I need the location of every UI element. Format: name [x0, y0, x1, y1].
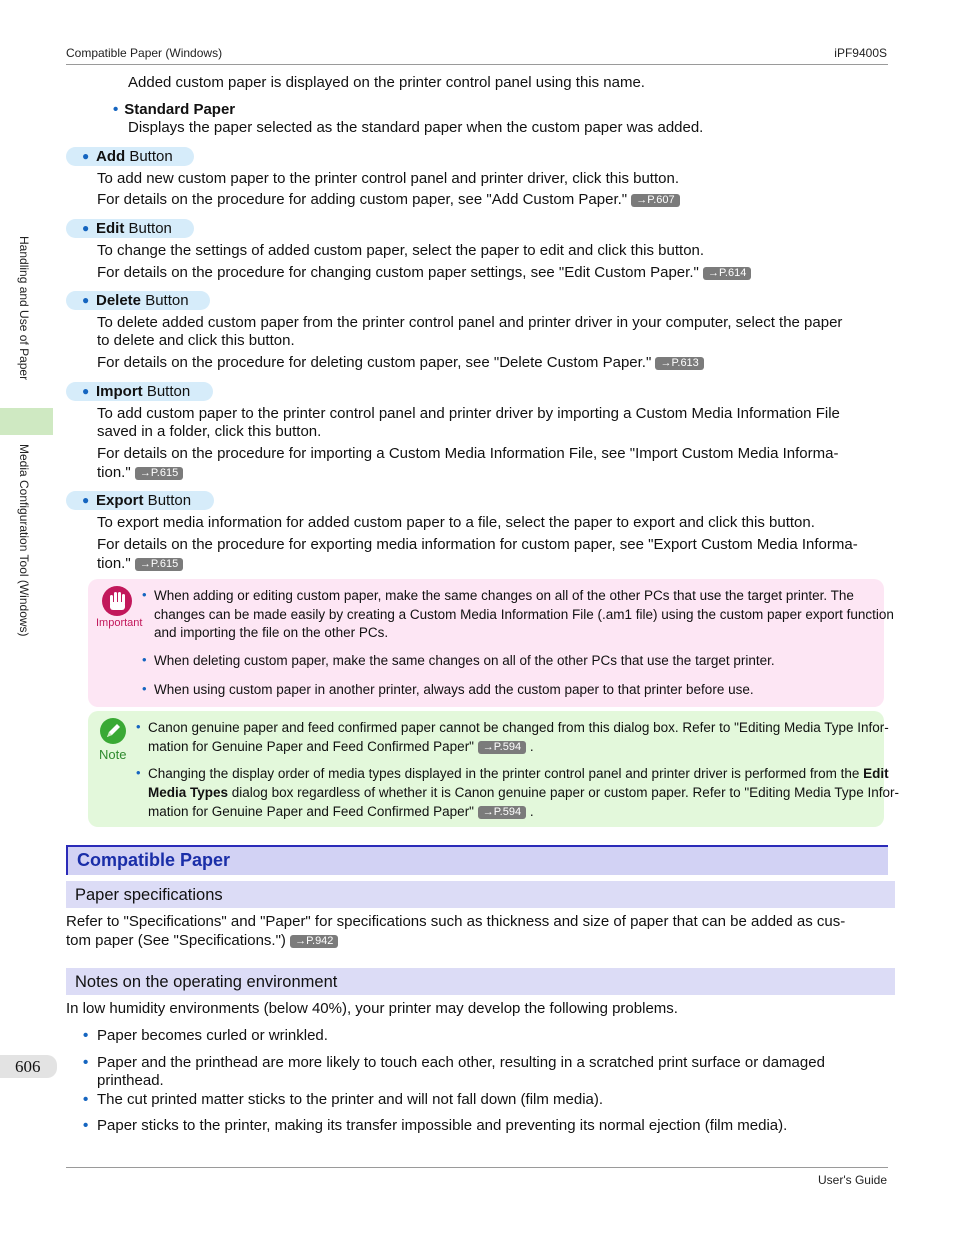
export-button-heading: ● Export Button [66, 491, 214, 510]
note-bullet-2-line-3: mation for Genuine Paper and Feed Confirmed Paper" →P.594 . [148, 804, 534, 819]
section-title: Compatible Paper [77, 850, 231, 870]
bullet-icon: ● [82, 149, 90, 163]
delete-button-heading: ● Delete Button [66, 291, 210, 310]
note-label: Note [99, 747, 127, 762]
page-ref-link[interactable]: →P.594 [478, 741, 526, 754]
page-ref-link[interactable]: →P.594 [478, 806, 526, 819]
problem-item: The cut printed matter sticks to the printer and will not fall down (film media). [97, 1091, 604, 1108]
header-divider [66, 64, 888, 65]
page-ref-link[interactable]: →P.613 [655, 357, 703, 370]
standard-paper-title: Standard Paper [124, 101, 236, 118]
edit-desc: To change the settings of added custom paper, select the paper to edit and click this button. [97, 242, 705, 259]
bullet-icon: ● [82, 293, 90, 307]
running-footer: User's Guide [818, 1173, 887, 1187]
bullet-icon: ● [82, 493, 90, 507]
note-bullet-1-line-2: mation for Genuine Paper and Feed Confirmed Paper" →P.594 . [148, 739, 534, 754]
page-ref-link[interactable]: →P.614 [703, 267, 751, 280]
environment-intro: In low humidity environments (below 40%), your printer may develop the following problems. [66, 1000, 678, 1017]
bullet-icon: • [113, 101, 119, 118]
problem-item: Paper and the printhead are more likely to touch each other, resulting in a scratched print surface or damaged [97, 1054, 825, 1071]
note-bullet-2-line-2: Media Types dialog box regardless of whether it is Canon genuine paper or custom paper. Refer to "Editing Media Type Infor- [148, 785, 899, 800]
bullet-icon: ● [82, 384, 90, 398]
standard-paper-desc: Displays the paper selected as the standard paper when the custom paper was added. [128, 119, 704, 136]
bullet-icon: • [142, 587, 147, 602]
import-desc-cont: saved in a folder, click this button. [97, 423, 322, 440]
sidebar-section-handling: Handling and Use of Paper [17, 236, 31, 381]
bullet-icon: • [142, 681, 147, 696]
add-details: For details on the procedure for adding custom paper, see "Add Custom Paper." →P.607 [97, 191, 680, 209]
important-label: Important [96, 617, 143, 629]
add-button-heading: ● Add Button [66, 147, 194, 166]
sidebar-section-media-tool: Media Configuration Tool (Windows) [17, 444, 31, 637]
import-details: For details on the procedure for importing a Custom Media Information File, see "Import Custom Media Informa- [97, 445, 839, 462]
export-details: For details on the procedure for exporting media information for custom paper, see "Export Custom Media Informa- [97, 536, 858, 553]
note-bullet-2-line-1: Changing the display order of media types displayed in the printer control panel and printer driver is performed from the Edit [148, 766, 889, 781]
delete-desc-cont: to delete and click this button. [97, 332, 295, 349]
import-button-heading: ● Import Button [66, 382, 213, 401]
delete-desc: To delete added custom paper from the printer control panel and printer driver in your computer, select the paper [97, 314, 843, 331]
important-bullet-1-line-3: and importing the file on the other PCs. [154, 625, 389, 640]
important-bullet-1-line-1: When adding or editing custom paper, make the same changes on all of the other PCs that use the target printer. The [154, 588, 854, 603]
standard-paper-item [113, 101, 235, 119]
problem-item: Paper sticks to the printer, making its transfer impossible and preventing its normal ejection (film media). [97, 1117, 788, 1134]
page-ref-link[interactable]: →P.615 [135, 467, 183, 480]
page-number: 606 [15, 1057, 41, 1076]
note-pencil-icon [99, 717, 127, 745]
important-bullet-3: When using custom paper in another printer, always add the custom paper to that printer before use. [154, 682, 754, 697]
bullet-icon: • [136, 719, 141, 734]
specs-text-line-1: Refer to "Specifications" and "Paper" for specifications such as thickness and size of paper that can be added as cus- [66, 913, 846, 930]
specs-text-line-2: tom paper (See "Specifications.") →P.942 [66, 932, 338, 950]
export-details-cont: tion." →P.615 [97, 555, 183, 573]
delete-details: For details on the procedure for deleting custom paper, see "Delete Custom Paper." →P.613 [97, 354, 704, 372]
bullet-icon: • [83, 1027, 89, 1044]
page-ref-link[interactable]: →P.942 [290, 935, 338, 948]
edit-button-heading: ● Edit Button [66, 219, 194, 238]
intro-line: Added custom paper is displayed on the printer control panel using this name. [128, 74, 645, 91]
edit-details: For details on the procedure for changing custom paper settings, see "Edit Custom Paper." →P.614 [97, 264, 751, 282]
running-header-left: Compatible Paper (Windows) [66, 46, 223, 60]
bullet-icon: • [136, 765, 141, 780]
important-hand-icon [101, 585, 133, 617]
subsection-title-specs: Paper specifications [75, 886, 223, 904]
subsection-title-environment: Notes on the operating environment [75, 973, 338, 991]
important-bullet-2: When deleting custom paper, make the same changes on all of the other PCs that use the target printer. [154, 653, 775, 668]
import-details-cont: tion." →P.615 [97, 464, 183, 482]
bullet-icon: • [83, 1117, 89, 1134]
page-ref-link[interactable]: →P.615 [135, 558, 183, 571]
import-desc: To add custom paper to the printer control panel and printer driver by importing a Custom Media Information File [97, 405, 840, 422]
note-bullet-1-line-1: Canon genuine paper and feed confirmed paper cannot be changed from this dialog box. Refer to "Editing Media Type Infor- [148, 720, 889, 735]
important-bullet-1-line-2: changes can be made easily by creating a Custom Media Information File (.am1 file) using the custom paper export function [154, 607, 894, 622]
problem-item-cont: printhead. [97, 1072, 164, 1089]
problem-item: Paper becomes curled or wrinkled. [97, 1027, 328, 1044]
add-desc: To add new custom paper to the printer control panel and printer driver, click this button. [97, 170, 679, 187]
footer-divider [66, 1167, 888, 1168]
bullet-icon: • [83, 1054, 89, 1071]
sidebar-tab-marker [0, 408, 53, 435]
page-ref-link[interactable]: →P.607 [631, 194, 679, 207]
running-header-right: iPF9400S [834, 46, 887, 60]
bullet-icon: • [142, 652, 147, 667]
bullet-icon: ● [82, 221, 90, 235]
export-desc: To export media information for added custom paper to a file, select the paper to export and click this button. [97, 514, 815, 531]
bullet-icon: • [83, 1091, 89, 1108]
